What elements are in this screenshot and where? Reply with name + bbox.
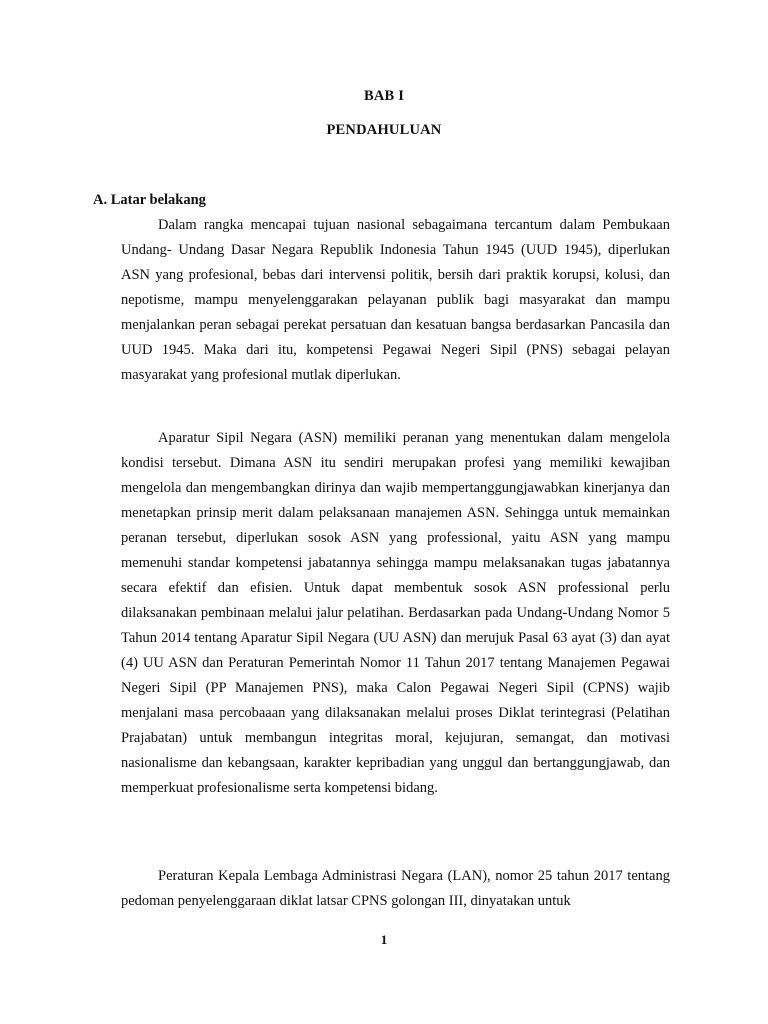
paragraph: Peraturan Kepala Lembaga Administrasi Negara (LAN), nomor 25 tahun 2017 tentang pedoman penyelenggaraan diklat latsar CPNS golongan III, dinyatakan untuk xyxy=(121,868,670,909)
paragraph: Aparatur Sipil Negara (ASN) memiliki peranan yang menentukan dalam mengelola kondisi tersebut. Dimana ASN itu sendiri merupakan profesi yang memiliki kewajiban mengelola dan mengembangkan dirinya dan wajib mempertanggungjawabkan kinerjanya dan menetapkan prinsip merit dalam pelaksanaan manajemen ASN. Sehingga untuk memainkan peranan tersebut, diperlukan sosok ASN yang professional, yaitu ASN yang mampu memenuhi standar kompetensi jabatannya sehingga mampu melaksanakan tugas jabatannya secara efektif dan efisien. Untuk dapat membentuk sosok ASN professional perlu dilaksanakan pembinaan melalui jalur pelatihan. Berdasarkan pada Undang-Undang Nomor 5 Tahun 2014 tentang Aparatur Sipil Negara (UU ASN) dan merujuk Pasal 63 ayat (3) dan ayat (4) UU ASN dan Peraturan Pemerintah Nomor 11 Tahun 2017 tentang Manajemen Pegawai Negeri Sipil (PP Manajemen PNS), maka Calon Pegawai Negeri Sipil (CPNS) wajib menjalani masa percobaaan yang dilaksanakan melalui proses Diklat terintegrasi (Pelatihan Prajabatan) untuk membangun integritas moral, kejujuran, semangat, dan motivasi nasionalisme dan kebangsaan, karakter kepribadian yang unggul dan bertanggungjawab, dan memperkuat profesionalisme serta kompetensi bidang. xyxy=(121,430,670,796)
chapter-label: BAB I xyxy=(363,88,405,104)
section-heading: A. Latar belakang xyxy=(93,192,206,208)
chapter-title: PENDAHULUAN xyxy=(326,122,442,138)
paragraph: Dalam rangka mencapai tujuan nasional sebagaimana tercantum dalam Pembukaan Undang- Undang Dasar Negara Republik Indonesia Tahun 1945 (UUD 1945), diperlukan ASN yang profesional, bebas dari intervensi politik, bersih dari praktik korupsi, kolusi, dan nepotisme, mampu menyelenggarakan pelayanan publik bagi masyarakat dan mampu menjalankan peran sebagai perekat persatuan dan kesatuan bangsa berdasarkan Pancasila dan UUD 1945. Maka dari itu, kompetensi Pegawai Negeri Sipil (PNS) sebagai pelayan masyarakat yang profesional mutlak diperlukan. xyxy=(121,217,670,383)
page-number: 1 xyxy=(380,932,388,947)
